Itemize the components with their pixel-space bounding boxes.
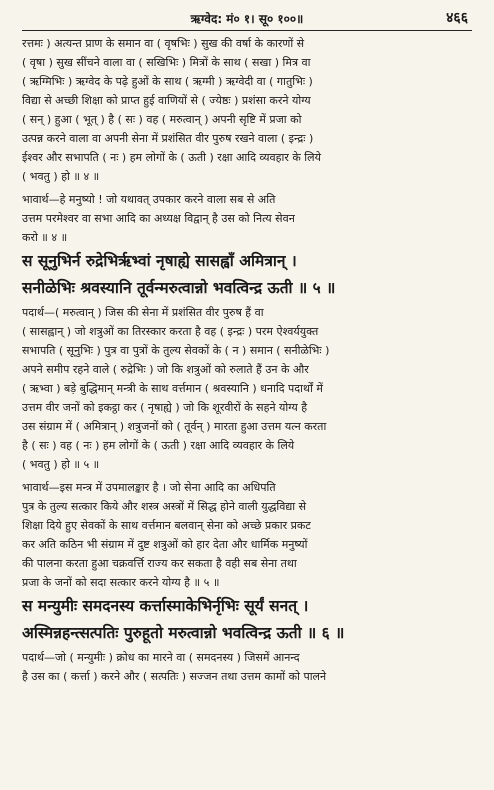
verse-line: अस्मिन्नहन्त्सत्पतिः पुरुहूतो मरुत्वान्नो भवत्विन्द्र ऊती ॥ ६ ॥ xyxy=(22,624,345,642)
text-line: ( भवतु ) हो ॥ ५ ॥ xyxy=(22,458,100,471)
text-line: रत्तमः ) अत्यन्त प्राण के समान वा ( वृषभिः ) सुख की वर्षा के कारणों से xyxy=(22,37,305,50)
text-line: प्रजा के जनों को सदा सत्कार करने योग्य है ॥ ५ ॥ xyxy=(22,576,220,589)
text-line: ( वृषा ) सुख सींचने वाला वा ( सखिभिः ) मित्रों के साथ ( सखा ) मित्र वा xyxy=(22,56,311,69)
padartha-6 xyxy=(22,648,472,686)
text-line: की पालना करता हुआ चक्रवर्त्ति राज्य कर सकता है वही सब सेना तथा xyxy=(22,557,297,570)
text-line: है ( सः ) वह ( नः ) हम लोगों के ( ऊती ) रक्षा आदि व्यवहार के लिये xyxy=(22,439,295,452)
verse-line: स मन्युमीः समदनस्य कर्त्तास्माकेभिर्नृभिः सूर्यं सनत् । xyxy=(22,597,309,615)
text-line: करो ॥ ४ ॥ xyxy=(22,231,68,244)
bhavartha-5 xyxy=(22,478,472,592)
text-line: उत्तम परमेश्वर वा सभा आदि का अध्यक्ष विद्वान् है उस को नित्य सेवन xyxy=(22,212,295,225)
header-rule xyxy=(22,30,472,31)
text-line: कर अति कठिन भी संग्राम में दुष्ट शत्रुओं को हार देता और धार्मिक मनुष्यों xyxy=(22,538,308,551)
text-line: पदार्थ—जो ( मन्युमीः ) क्रोध का मारने वा ( समदनस्य ) जिसमें आनन्द xyxy=(22,651,300,664)
text-line: भावार्थ—इस मन्त्र में उपमालङ्कार है । जो सेना आदि का अधिपति xyxy=(22,481,276,494)
text-line: उत्पन्न करने वाला वा अपनी सेना में प्रशंसित वीर पुरुष रखने वाला ( इन्द्रः ) xyxy=(22,132,314,145)
text-line: ईश्वर और सभापति ( नः ) हम लोगों के ( ऊती ) रक्षा आदि व्यवहार के लिये xyxy=(22,151,321,164)
running-title: ऋग्वेद: मं० १। सू० १००॥ xyxy=(190,12,304,26)
page-number: ४६६ xyxy=(446,10,468,26)
text-line: पदार्थ—( मरुत्वान् ) जिस की सेना में प्रशंसित वीर पुरुष हैं वा xyxy=(22,306,264,319)
text-line: ( भवतु ) हो ॥ ४ ॥ xyxy=(22,170,100,183)
text-line: ( सासह्वान् ) जो शत्रुओं का तिरस्कार करता है वह ( इन्द्रः ) परम ऐश्वर्ययुक्त xyxy=(22,325,319,338)
page-header xyxy=(22,4,472,30)
padartha-continuation-4 xyxy=(22,34,472,186)
verse-5 xyxy=(22,249,472,301)
verse-line: सनीळेभिः श्रवस्यानि तूर्वन्मरुत्वान्नो भवत्विन्द्र ऊती ॥ ५ ॥ xyxy=(22,279,336,297)
verse-line: स सूनुभिर्न रुद्रेभिर्ऋभ्वां नृषाह्ये सासह्वाँ अमित्रान् । xyxy=(22,252,297,270)
padartha-5 xyxy=(22,303,472,474)
text-line: विद्या से अच्छी शिक्षा को प्राप्त हुई वाणियों से ( ज्येष्ठः ) प्रशंसा करने योग्य xyxy=(22,94,311,107)
bhavartha-4 xyxy=(22,190,472,247)
text-line: भावार्थ—हे मनुष्यो ! जो यथावत् उपकार करने वाला सब से अति xyxy=(22,193,276,206)
text-line: है उस का ( कर्त्ता ) करने और ( सत्पतिः ) सज्जन तथा उत्तम कामों को पालने xyxy=(22,670,327,683)
text-line: पुत्र के तुल्य सत्कार किये और शस्त्र अस्त्रों में सिद्ध होने वाली युद्धविद्या से xyxy=(22,500,307,513)
text-line: उस संग्राम में ( अमित्रान् ) शत्रुजनों को ( तूर्वन् ) मारता हुआ उत्तम यत्न करता xyxy=(22,420,327,433)
text-line: ( ऋग्मिभिः ) ऋग्वेद के पढ़े हुओं के साथ ( ऋग्मी ) ऋग्वेदी वा ( गातुभिः ) xyxy=(22,75,313,88)
text-line: ( ऋभ्वा ) बड़े बुद्धिमान् मन्त्री के साथ वर्त्तमान ( श्रवस्यानि ) धनादि पदार्थों में xyxy=(22,382,323,395)
verse-6 xyxy=(22,594,472,646)
text-line: उत्तम वीर जनों को इकट्ठा कर ( नृषाह्ये ) जो कि शूरवीरों के सहने योग्य है xyxy=(22,401,308,414)
text-line: अपने समीप रहने वाले ( रुद्रेभिः ) जो कि शत्रुओं को रुलाते हैं उन के और xyxy=(22,363,309,376)
text-line: शिक्षा दिये हुए सेवकों के साथ वर्त्तमान बलवान् सेना को अच्छे प्रकार प्रकट xyxy=(22,519,311,532)
text-line: ( सन् ) हुआ ( भूत् ) है ( सः ) वह ( मरुत्वान् ) अपनी सृष्टि में प्रजा को xyxy=(22,113,302,126)
text-line: सभापति ( सूनुभिः ) पुत्र वा पुत्रों के तुल्य सेवकों के ( न ) समान ( सनीळेभिः ) xyxy=(22,344,330,357)
